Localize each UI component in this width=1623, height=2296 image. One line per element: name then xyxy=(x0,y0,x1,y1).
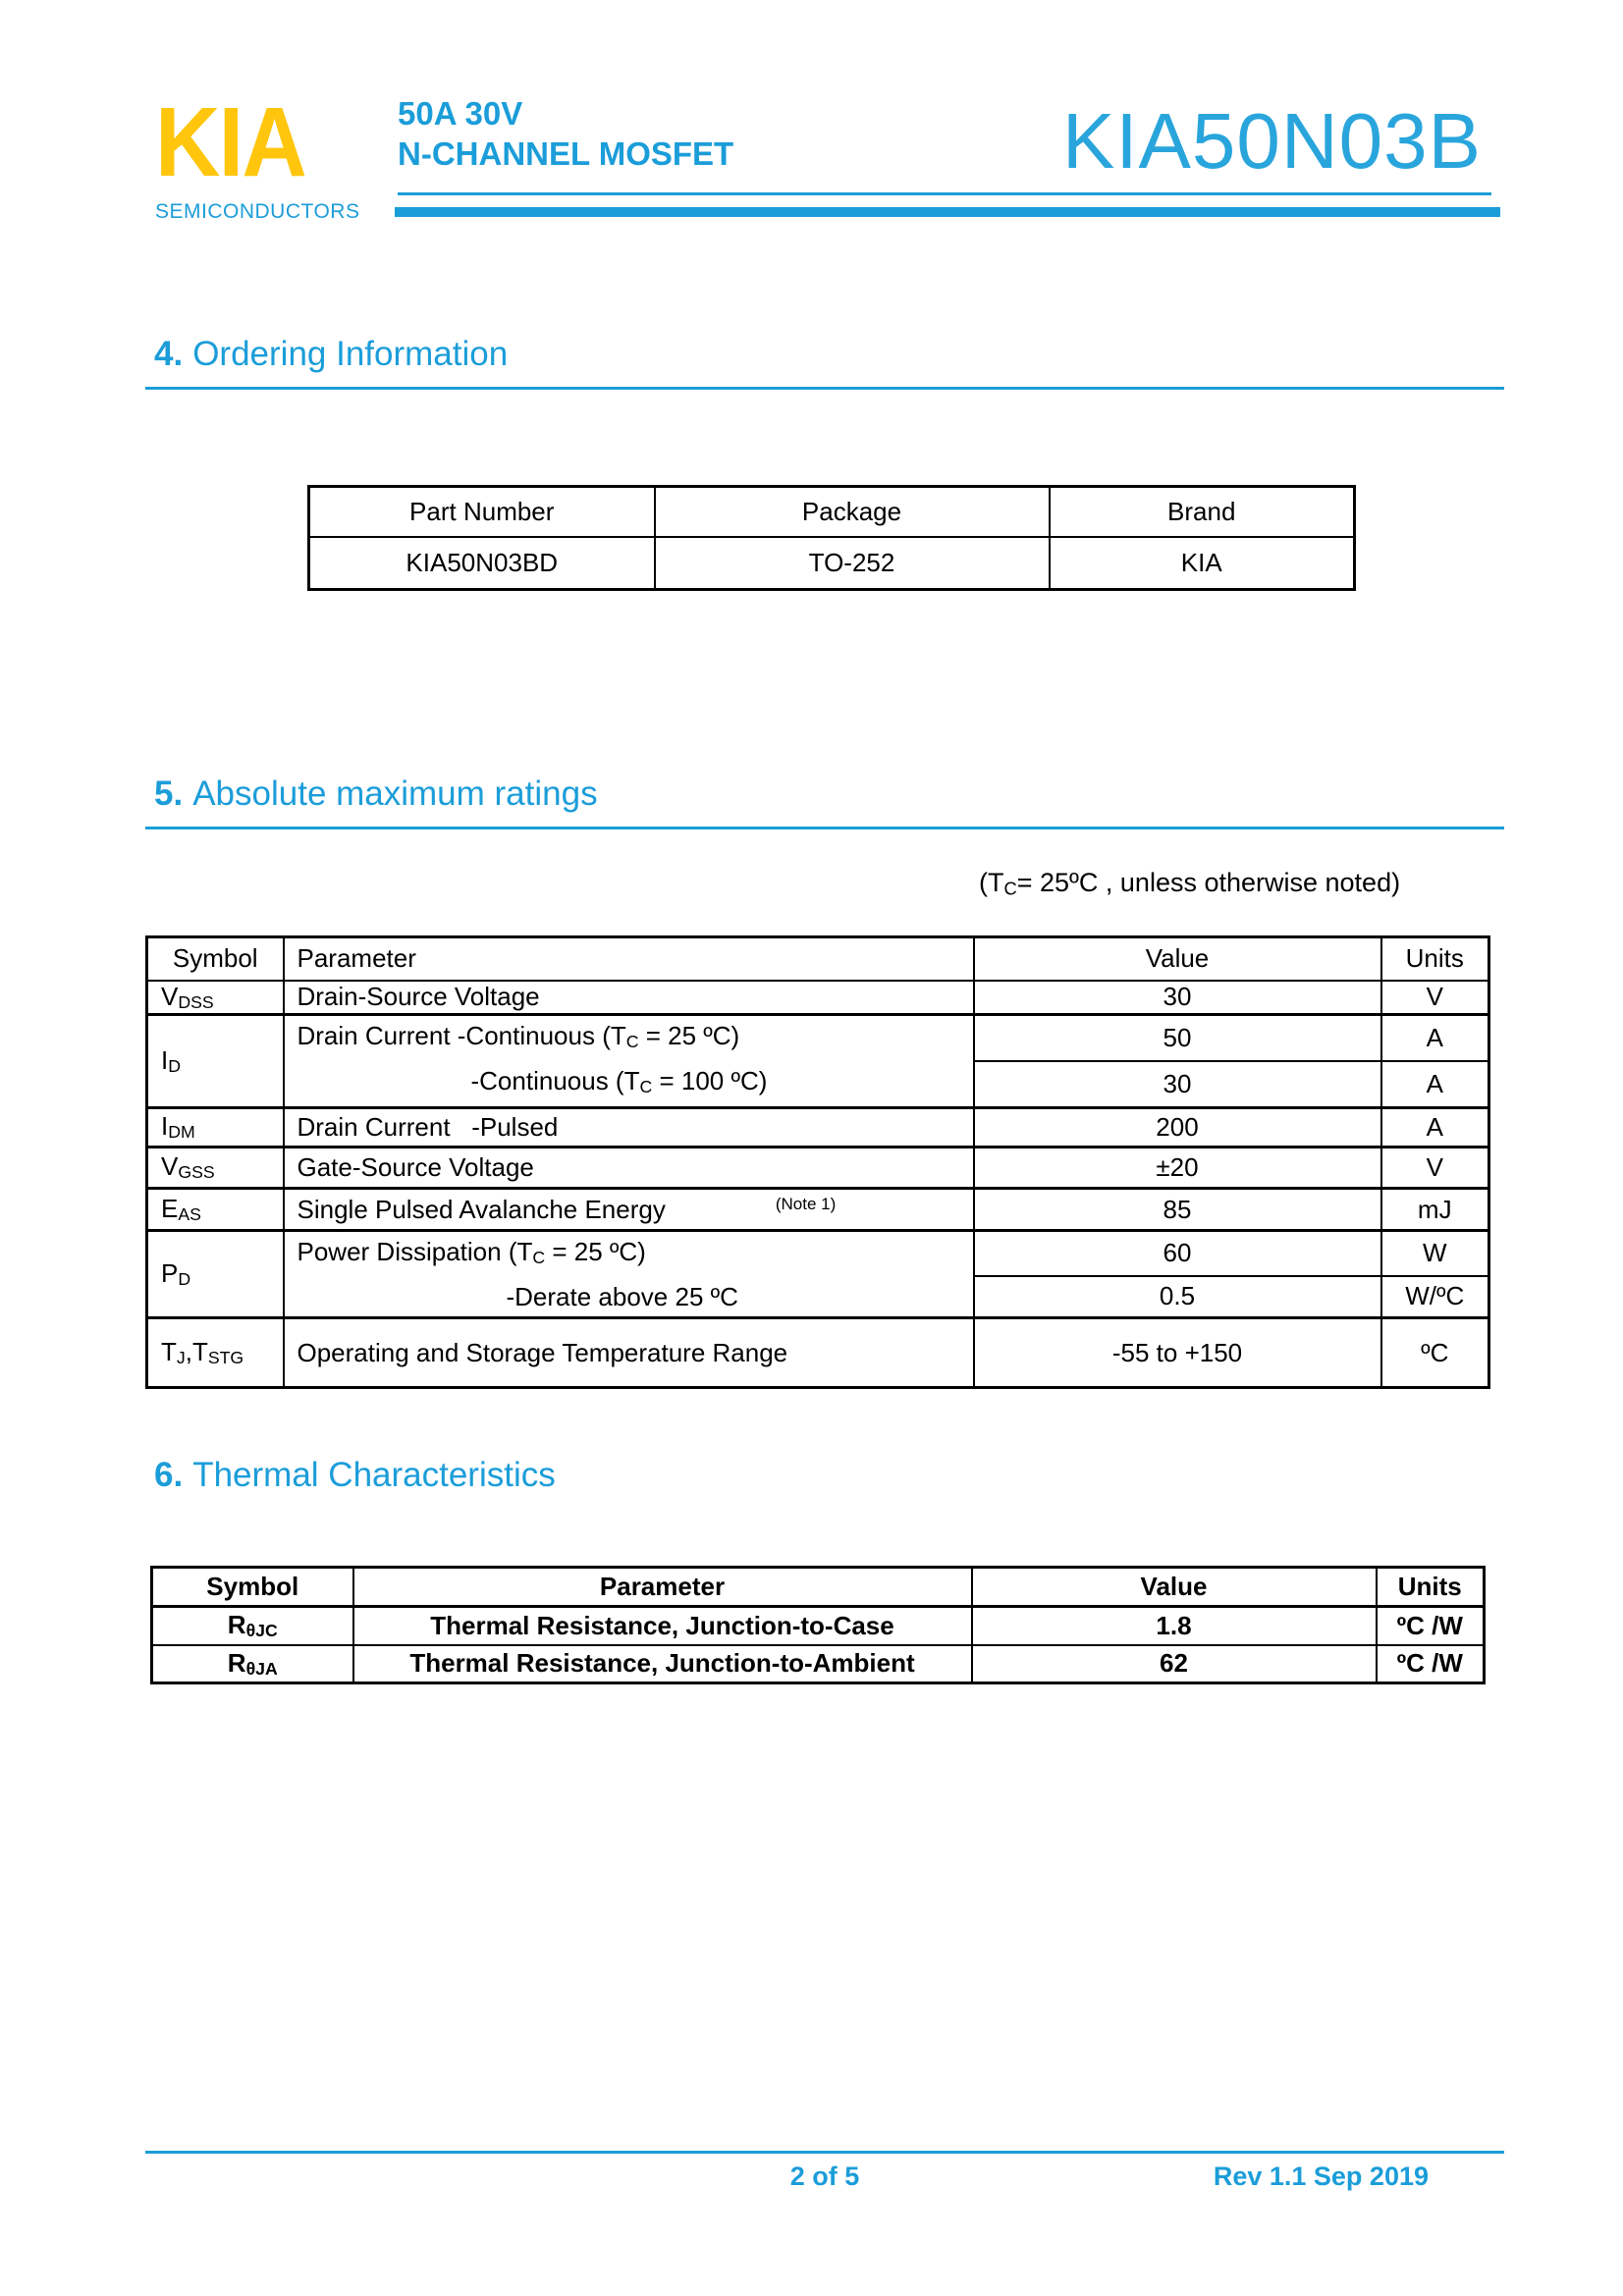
units-cell: mJ xyxy=(1381,1189,1489,1231)
value-cell: 62 xyxy=(972,1645,1377,1683)
section-thermal-number: 6. xyxy=(154,1456,184,1494)
header-rule-thin xyxy=(398,192,1491,195)
ordering-header-package: Package xyxy=(655,487,1050,537)
section-absmax-title: Absolute maximum ratings xyxy=(192,774,598,813)
absmax-header-symbol: Symbol xyxy=(147,937,284,981)
section-absmax-heading xyxy=(154,775,598,813)
ordering-table xyxy=(307,485,1356,591)
absmax-condition: ($T_C=$ 25ºC , unless otherwise noted) xyxy=(979,868,1401,899)
absmax-row-idm xyxy=(147,1108,1489,1148)
thermal-header-units: Units xyxy=(1377,1568,1485,1607)
part-number-title: KIA50N03B xyxy=(1061,97,1482,185)
parameter-cell xyxy=(284,1231,974,1318)
brand-logo: KIA xyxy=(155,87,305,197)
units-cell: V xyxy=(1381,981,1489,1015)
ordering-header-brand: Brand xyxy=(1050,487,1355,537)
parameter-cell: Thermal Resistance, Junction-to-Case xyxy=(353,1607,972,1645)
thermal-header-parameter: Parameter xyxy=(353,1568,972,1607)
symbol-cell: $V_{GSS}$ xyxy=(147,1148,284,1189)
absmax-row-vgss xyxy=(147,1148,1489,1189)
parameter-cell: Gate-Source Voltage xyxy=(284,1148,974,1189)
parameter-cell: Single Pulsed Avalanche Energy $^{(Note 1)}$ xyxy=(284,1189,974,1231)
thermal-header-value: Value xyxy=(972,1568,1377,1607)
section-ordering-title: Ordering Information xyxy=(192,335,509,373)
units-cell: A xyxy=(1381,1014,1489,1061)
product-subtitle xyxy=(398,93,733,174)
ordering-header-row xyxy=(309,487,1355,537)
value-cell: 60 xyxy=(974,1231,1381,1276)
value-cell: -55 to +150 xyxy=(974,1318,1381,1388)
ordering-data-row xyxy=(309,537,1355,590)
value-cell: 50 xyxy=(974,1014,1381,1061)
symbol-cell: $I_D$ xyxy=(147,1014,284,1107)
units-cell: ºC xyxy=(1381,1318,1489,1388)
absmax-row-id-a xyxy=(147,1014,1489,1061)
parameter-cell xyxy=(284,1014,974,1107)
absmax-header-parameter: Parameter xyxy=(284,937,974,981)
absmax-row-tj xyxy=(147,1318,1489,1388)
revision-label: Rev 1.1 Sep 2019 xyxy=(1213,2162,1429,2191)
product-type: N-CHANNEL MOSFET xyxy=(398,135,734,172)
symbol-cell: $E_{AS}$ xyxy=(147,1189,284,1231)
value-cell: 1.8 xyxy=(972,1607,1377,1645)
product-rating: 50A 30V xyxy=(398,95,523,132)
parameter-line-2: -Continuous ($T_C = 100$ ºC) xyxy=(470,1065,768,1097)
section-thermal-title: Thermal Characteristics xyxy=(192,1456,556,1494)
section-absmax-underline xyxy=(145,827,1504,829)
units-cell: ºC /W xyxy=(1377,1607,1485,1645)
units-cell: A xyxy=(1381,1108,1489,1148)
symbol-cell: $I_{DM}$ xyxy=(147,1108,284,1148)
value-cell: 30 xyxy=(974,1061,1381,1107)
parameter-line-1: Power Dissipation ($T_C = 25$ ºC) xyxy=(297,1237,646,1268)
parameter-line-1: Drain Current -Continuous ($T_C = 25$ ºC) xyxy=(297,1020,740,1051)
section-absmax-number: 5. xyxy=(154,774,184,813)
symbol-cell: $R_{\theta JA}$ xyxy=(152,1645,353,1683)
section-ordering-underline xyxy=(145,387,1504,390)
header-rule-thick xyxy=(395,207,1500,217)
symbol-cell: $V_{DSS}$ xyxy=(147,981,284,1015)
absmax-row-eas xyxy=(147,1189,1489,1231)
ordering-cell-package: TO-252 xyxy=(655,537,1050,590)
absmax-table xyxy=(145,935,1490,1389)
value-cell: 200 xyxy=(974,1108,1381,1148)
ordering-cell-part-number: KIA50N03BD xyxy=(309,537,655,590)
thermal-row-rja xyxy=(152,1645,1485,1683)
units-cell: W xyxy=(1381,1231,1489,1276)
value-cell: ±20 xyxy=(974,1148,1381,1189)
absmax-row-pd-a xyxy=(147,1231,1489,1276)
page-indicator: 2 of 5 xyxy=(789,2162,860,2191)
value-cell: 0.5 xyxy=(974,1276,1381,1318)
thermal-header-symbol: Symbol xyxy=(152,1568,353,1607)
parameter-cell: Drain-Source Voltage xyxy=(284,981,974,1015)
thermal-header-row xyxy=(152,1568,1485,1607)
absmax-header-row xyxy=(147,937,1489,981)
section-ordering-heading xyxy=(154,336,508,373)
parameter-cell: Thermal Resistance, Junction-to-Ambient xyxy=(353,1645,972,1683)
thermal-row-rjc xyxy=(152,1607,1485,1645)
symbol-cell: $P_D$ xyxy=(147,1231,284,1318)
ordering-header-part-number: Part Number xyxy=(309,487,655,537)
value-cell: 85 xyxy=(974,1189,1381,1231)
absmax-header-value: Value xyxy=(974,937,1381,981)
parameter-cell: Operating and Storage Temperature Range xyxy=(284,1318,974,1388)
footer-rule xyxy=(145,2151,1504,2154)
units-cell: V xyxy=(1381,1148,1489,1189)
section-ordering-number: 4. xyxy=(154,335,184,373)
thermal-table xyxy=(150,1566,1486,1684)
parameter-cell: Drain Current -Pulsed xyxy=(284,1108,974,1148)
brand-tagline: SEMICONDUCTORS xyxy=(155,200,360,223)
symbol-cell: $T_J,T_{STG}$ xyxy=(147,1318,284,1388)
value-cell: 30 xyxy=(974,981,1381,1015)
absmax-row-vdss xyxy=(147,981,1489,1015)
symbol-cell: $R_{\theta JC}$ xyxy=(152,1607,353,1645)
ordering-cell-brand: KIA xyxy=(1050,537,1355,590)
units-cell: W/ºC xyxy=(1381,1276,1489,1318)
units-cell: ºC /W xyxy=(1377,1645,1485,1683)
absmax-header-units: Units xyxy=(1381,937,1489,981)
units-cell: A xyxy=(1381,1061,1489,1107)
section-thermal-heading xyxy=(154,1457,556,1494)
parameter-line-2: -Derate above 25 ºC xyxy=(506,1282,738,1312)
